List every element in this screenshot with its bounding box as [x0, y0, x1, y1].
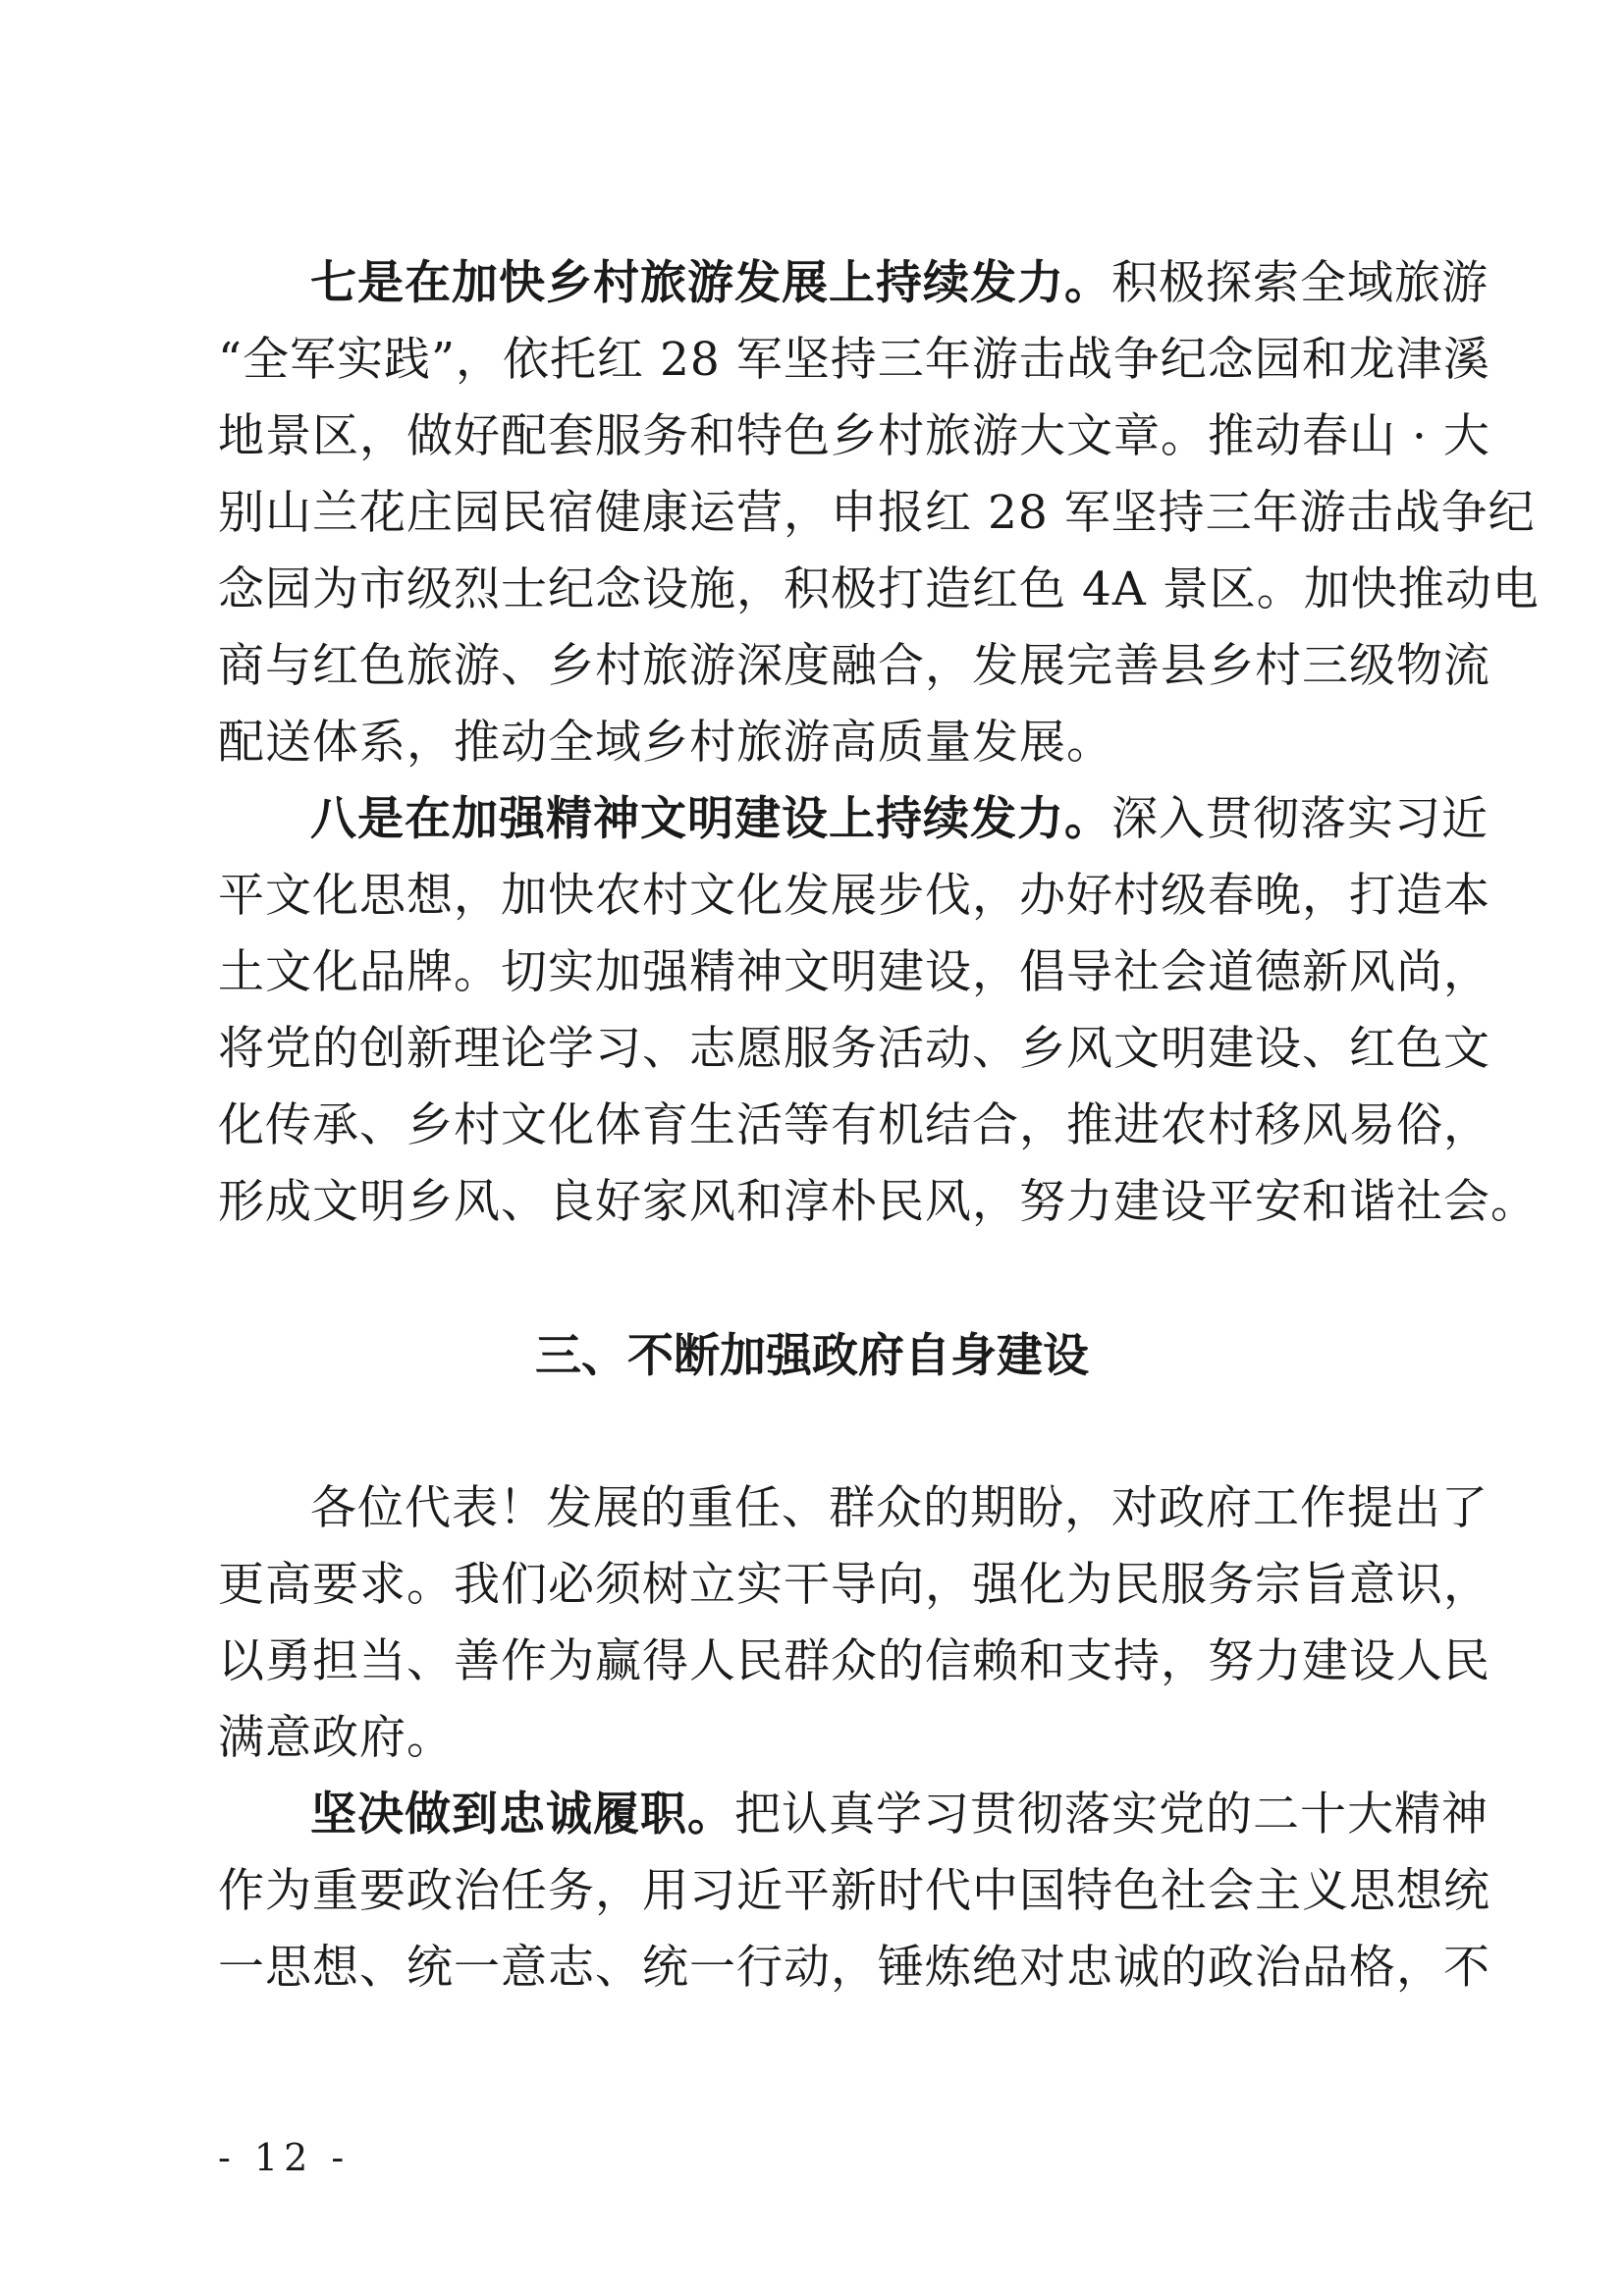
paragraph-line: 化传承、乡村文化体育生活等有机结合，推进农村移风易俗，	[218, 1098, 1490, 1152]
paragraph-line	[218, 245, 1489, 322]
paragraph-text: 积极探索全域旅游	[1111, 256, 1489, 310]
paragraph-line: 商与红色旅游、乡村旅游深度融合，发展完善县乡村三级物流	[218, 639, 1490, 693]
paragraph-line	[218, 1777, 1489, 1853]
paragraph-line: 以勇担当、善作为赢得人民群众的信赖和支持，努力建设人民	[218, 1634, 1490, 1688]
paragraph-line: 配送体系，推动全域乡村旅游高质量发展。	[218, 716, 1113, 770]
section-lead: 八是在加强精神文明建设上持续发力。	[310, 792, 1111, 846]
page-number: - 12 -	[218, 2136, 351, 2179]
paragraph-line: 更高要求。我们必须树立实干导向，强化为民服务宗旨意识，	[218, 1558, 1490, 1612]
paragraph-line: 将党的创新理论学习、志愿服务活动、乡风文明建设、红色文	[218, 1022, 1490, 1076]
paragraph-text: 把认真学习贯彻落实党的二十大精神	[734, 1788, 1489, 1842]
paragraph-line: 念园为市级烈士纪念设施，积极打造红色 4A 景区。加快推动电	[218, 562, 1540, 616]
paragraph-line	[218, 781, 1489, 858]
paragraph-line: 土文化品牌。切实加强精神文明建设，倡导社会道德新风尚，	[218, 945, 1490, 999]
paragraph-line: 满意政府。	[218, 1711, 454, 1765]
paragraph-text: 深入贯彻落实习近	[1111, 792, 1489, 846]
section-lead: 七是在加快乡村旅游发展上持续发力。	[310, 256, 1111, 310]
paragraph-line: 各位代表！发展的重任、群众的期盼，对政府工作提出了	[310, 1481, 1489, 1535]
paragraph-line: 平文化思想，加快农村文化发展步伐，办好村级春晚，打造本	[218, 869, 1490, 923]
paragraph-line: 作为重要政治任务，用习近平新时代中国特色社会主义思想统	[218, 1864, 1490, 1918]
paragraph-line: 地景区，做好配套服务和特色乡村旅游大文章。推动春山 · 大	[218, 409, 1490, 463]
paragraph-line: 一思想、统一意志、统一行动，锤炼绝对忠诚的政治品格，不	[218, 1941, 1490, 1995]
paragraph-line: 形成文明乡风、良好家风和淳朴民风，努力建设平安和谐社会。	[218, 1175, 1538, 1229]
paragraph-line: “全军实践”，依托红 28 军坚持三年游击战争纪念园和龙津溪	[218, 333, 1490, 387]
section-heading: 三、不断加强政府自身建设	[535, 1329, 1089, 1383]
paragraph-line: 别山兰花庄园民宿健康运营，申报红 28 军坚持三年游击战争纪	[218, 486, 1536, 540]
section-lead: 坚决做到忠诚履职。	[310, 1788, 734, 1842]
